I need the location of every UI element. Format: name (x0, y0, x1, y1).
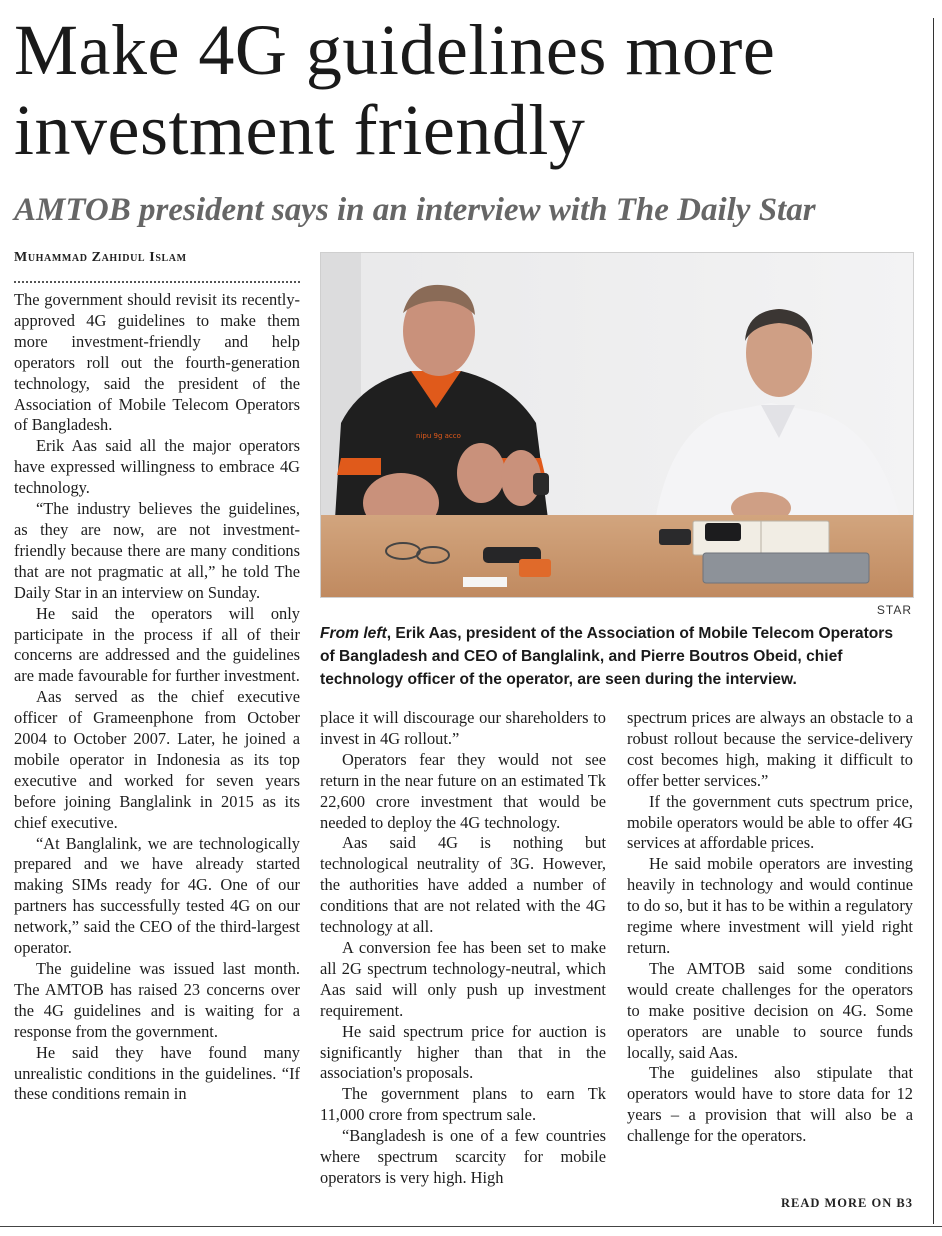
headline-line-1: Make 4G guidelines more (14, 10, 776, 90)
paragraph: spectrum prices are always an obstacle to a robust rollout because the service-delivery cost becomes high, making it difficult to offer better services.” (627, 708, 913, 790)
paragraph: Aas served as the chief executive officer of Grameenphone from October 2004 to October 2007. Later, he joined a mobile operator in Indonesia as its top executive and worked for seven years before joining Banglalink in 2015 as its chief executive. (14, 687, 300, 832)
paragraph: Aas said 4G is nothing but technological neutrality of 3G. However, the authorities have added a number of conditions that are not related with the 4G technology at all. (320, 833, 606, 937)
laptop (703, 553, 869, 583)
photo-caption (320, 622, 912, 691)
paragraph: If the government cuts spectrum price, mobile operators would be able to offer 4G services at affordable prices. (627, 791, 913, 853)
phone-right-a (659, 529, 691, 545)
sim-pack (519, 559, 551, 577)
subheadline: AMTOB president says in an interview with The Daily Star (14, 192, 816, 228)
article-column-1 (14, 290, 300, 1212)
page-right-border (933, 18, 934, 1224)
interview-photo (320, 252, 914, 598)
paragraph: He said mobile operators are investing heavily in technology and would continue to do so, but it has to be within a regulatory regime where investment will yield right return. (627, 854, 913, 957)
headline (14, 10, 924, 170)
article-column-2 (320, 708, 606, 1212)
headline-line-2: investment friendly (14, 90, 586, 170)
paragraph: He said spectrum price for auction is significantly higher than that in the association's proposals. (320, 1021, 606, 1083)
byline-divider (14, 281, 300, 283)
paragraph: Operators fear they would not see return in the near future on an estimated Tk 22,600 crore investment that would be needed to deploy the 4G technology. (320, 749, 606, 832)
photo-credit: STAR (876, 603, 912, 617)
paragraph: He said they have found many unrealistic conditions in the guidelines. “If these conditions remain in (14, 1042, 300, 1104)
paragraph: A conversion fee has been set to make all 2G spectrum technology-neutral, which Aas said will only push up investment requirement. (320, 937, 606, 1020)
paragraph: “Bangladesh is one of a few countries where spectrum scarcity for mobile operators is very high. High (320, 1126, 606, 1187)
paragraph: The government should revisit its recently-approved 4G guidelines to make them more investment-friendly and help operators roll out the fourth-generation technology, said the president of the Association of Mobile Telecom Operators of Bangladesh. (14, 290, 300, 435)
caption-lead: From left (320, 625, 387, 642)
paragraph: The government plans to earn Tk 11,000 crore from spectrum sale. (320, 1084, 606, 1125)
read-more-link[interactable]: READ MORE ON B3 (780, 1196, 913, 1210)
shirt-logo: nipu 9g acco (416, 432, 461, 440)
article-column-3 (627, 708, 913, 1190)
paragraph: place it will discourage our shareholders to invest in 4G rollout.” (320, 708, 606, 748)
caption-text: , Erik Aas, president of the Association of Mobile Telecom Operators of Bangladesh and CEO of Banglalink, and Pierre Boutros Obeid, chief technology officer of the operator, are seen during the interview. (320, 625, 894, 688)
page-bottom-border (0, 1226, 942, 1227)
paragraph: The AMTOB said some conditions would create challenges for the operators to make positive decision on 4G. Some operators are unable to source funds locally, said Aas. (627, 958, 913, 1062)
paragraph: “At Banglalink, we are technologically prepared and we have already started making SIMs ready for 4G. One of our partners has successfully tested 4G on our network,” said the CEO of the third-largest operator. (14, 833, 300, 958)
paragraph: The guidelines also stipulate that operators would have to store data for 12 years – a provision that will also be a challenge for the operators. (627, 1063, 913, 1146)
phone-right-b (705, 523, 741, 541)
paper-note (463, 577, 507, 587)
paragraph: He said the operators will only participate in the process if all of their concerns are addressed and the guidelines are made favourable for further investment. (14, 603, 300, 686)
byline: Muhammad Zahidul Islam (14, 250, 187, 265)
paragraph: The guideline was issued last month. The AMTOB has raised 23 concerns over the 4G guidelines and is waiting for a response from the government. (14, 959, 300, 1041)
paragraph: “The industry believes the guidelines, as they are now, are not investment-friendly because there are many conditions that are not pragmatic at all,” he told The Daily Star in an interview on Sunday. (14, 499, 300, 602)
paragraph: Erik Aas said all the major operators have expressed willingness to embrace 4G technology. (14, 436, 300, 498)
